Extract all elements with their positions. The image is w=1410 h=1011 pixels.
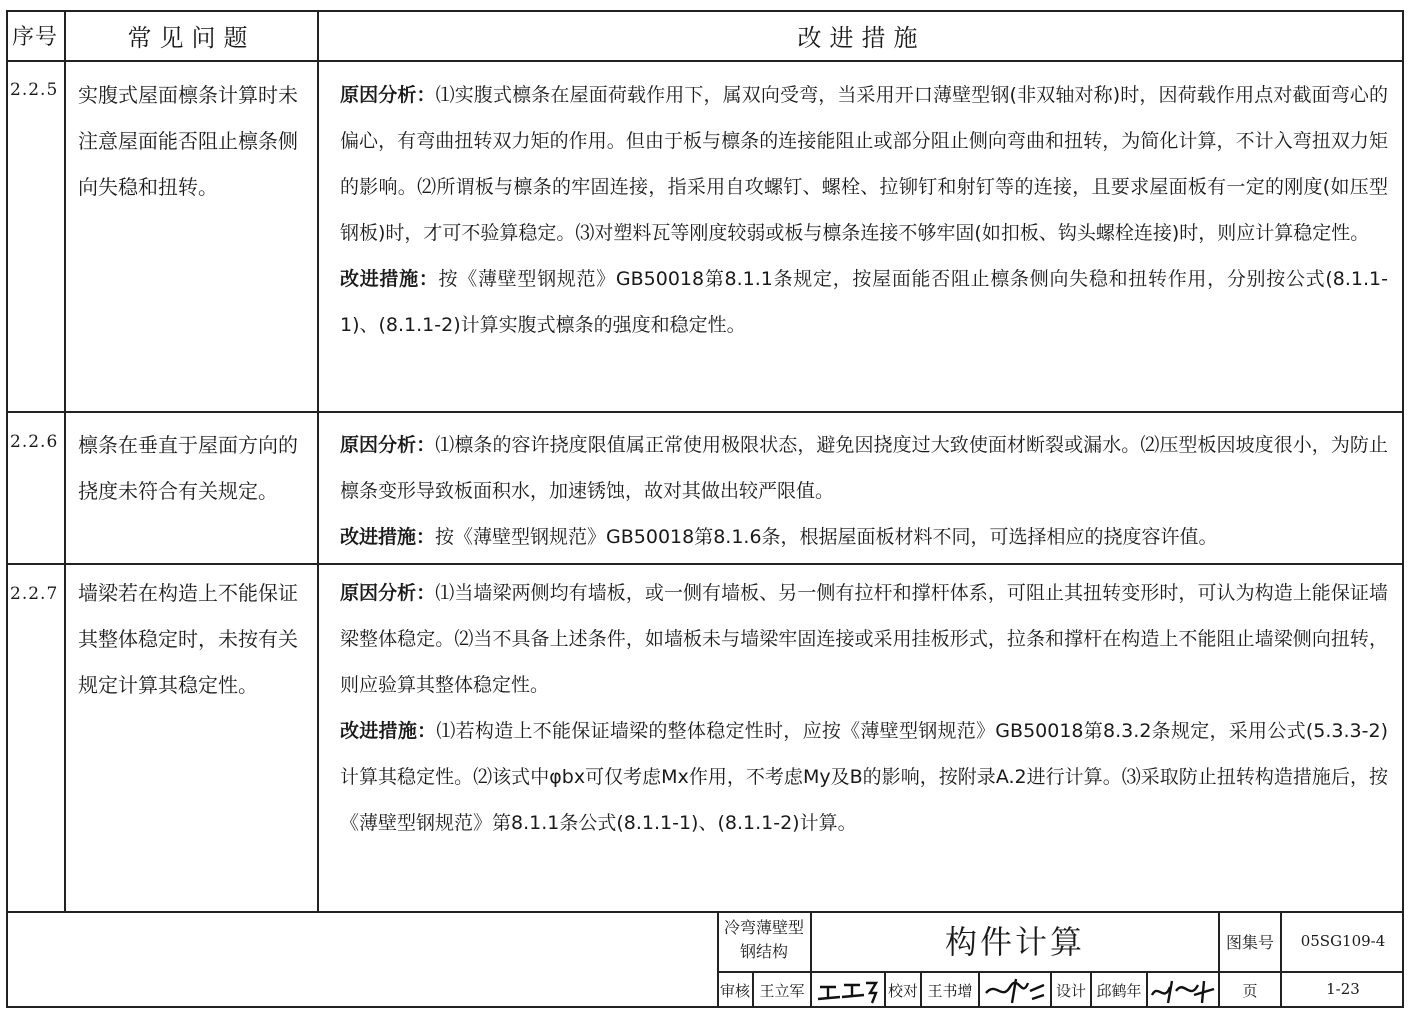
checker-signature xyxy=(982,973,1048,1007)
measure-label: 改进措施： xyxy=(340,268,439,290)
measure-cell xyxy=(340,422,1388,560)
measure-label: 改进措施： xyxy=(340,720,437,742)
designer-name: 邱鹤年 xyxy=(1096,982,1142,1000)
check-label: 校对 xyxy=(887,982,918,1000)
drawing-title: 构件计算 xyxy=(944,923,1085,961)
atlas-label: 图集号 xyxy=(1225,933,1274,952)
measure-label: 改进措施： xyxy=(340,526,436,548)
atlas-number: 05SG109-4 xyxy=(1300,932,1386,950)
row-number: 2.2.7 xyxy=(10,584,59,604)
grid-line xyxy=(6,60,1404,62)
cause-text: ⑴檩条的容许挠度限值属正常使用极限状态，避免因挠度过大致使面材断裂或漏水。⑵压型板因坡度很小，为防止檩条变形导致板面积水，加速锈蚀，故对其做出较严限值。 xyxy=(340,434,1388,502)
measure-text: 按《薄壁型钢规范》GB50018第8.1.1条规定，按屋面能否阻止檩条侧向失稳和扭转作用，分别按公式(8.1.1-1)、(8.1.1-2)计算实腹式檩条的强度和稳定性。 xyxy=(340,268,1388,336)
design-label: 设计 xyxy=(1055,982,1086,1000)
checker-name: 王书增 xyxy=(927,982,973,1000)
reviewer-signature xyxy=(814,973,882,1007)
review-label: 审核 xyxy=(719,982,750,1000)
measure-cell xyxy=(340,72,1388,348)
problem-text: 实腹式屋面檩条计算时未注意屋面能否阻止檩条侧向失稳和扭转。 xyxy=(78,83,298,199)
page-label: 页 xyxy=(1242,982,1258,1000)
problem-text: 檩条在垂直于屋面方向的挠度未符合有关规定。 xyxy=(78,433,298,503)
measure-text: 按《薄壁型钢规范》GB50018第8.1.6条，根据屋面板材料不同，可选择相应的挠度容许值。 xyxy=(435,526,1218,548)
page-number: 1-23 xyxy=(1326,980,1360,998)
grid-line xyxy=(64,10,66,912)
cause-text: ⑴当墙梁两侧均有墙板，或一侧有墙板、另一侧有拉杆和撑杆体系，可阻止其扭转变形时，可认为构造上能保证墙梁整体稳定。⑵当不具备上述条件，如墙板未与墙梁牢固连接或采用挂板形式，拉条和撑杆在构造上不能阻止墙梁侧向扭转，则应验算其整体稳定性。 xyxy=(340,582,1388,696)
measure-text: ⑴若构造上不能保证墙梁的整体稳定性时，应按《薄壁型钢规范》GB50018第8.3.2条规定，采用公式(5.3.3-2)计算其稳定性。⑵该式中φbx可仅考虑Mx作用，不考虑My及B的影响，按附录A.2进行计算。⑶采取防止扭转构造措施后，按《薄壁型钢规范》第8.1.1条公式(8.1.1-1)、(8.1.1-2)计算。 xyxy=(340,720,1388,834)
grid-line xyxy=(6,411,1404,413)
reviewer-name: 王立军 xyxy=(759,982,805,1000)
cause-label: 原因分析： xyxy=(340,582,436,604)
grid-line xyxy=(6,911,1404,913)
cause-label: 原因分析： xyxy=(340,84,436,106)
cause-text: ⑴实腹式檩条在屋面荷载作用下，属双向受弯，当采用开口薄壁型钢(非双轴对称)时，因荷载作用点对截面弯心的偏心，有弯曲扭转双力矩的作用。但由于板与檩条的连接能阻止或部分阻止侧向弯曲和扭转，为简化计算，不计入弯扭双力矩的影响。⑵所谓板与檩条的牢固连接，指采用自攻螺钉、螺栓、拉铆钉和射钉等的连接，且要求屋面板有一定的刚度(如压型钢板)时，才可不验算稳定。⑶对塑料瓦等刚度较弱或板与檩条连接不够牢固(如扣板、钩头螺栓连接)时，则应计算稳定性。 xyxy=(340,84,1388,244)
header-measure: 改进措施 xyxy=(797,23,926,52)
designer-signature xyxy=(1148,973,1218,1007)
problem-text: 墙梁若在构造上不能保证其整体稳定时，未按有关规定计算其稳定性。 xyxy=(78,581,298,697)
grid-line xyxy=(6,563,1404,565)
header-no: 序号 xyxy=(11,24,58,50)
header-problem: 常见问题 xyxy=(127,23,256,52)
category-label: 冷弯薄壁型钢结构 xyxy=(723,918,804,961)
cause-label: 原因分析： xyxy=(340,434,436,456)
title-block-line xyxy=(978,971,980,1008)
row-number: 2.2.6 xyxy=(10,432,59,452)
measure-cell xyxy=(340,570,1388,846)
grid-line xyxy=(317,10,319,912)
row-number: 2.2.5 xyxy=(10,80,59,100)
